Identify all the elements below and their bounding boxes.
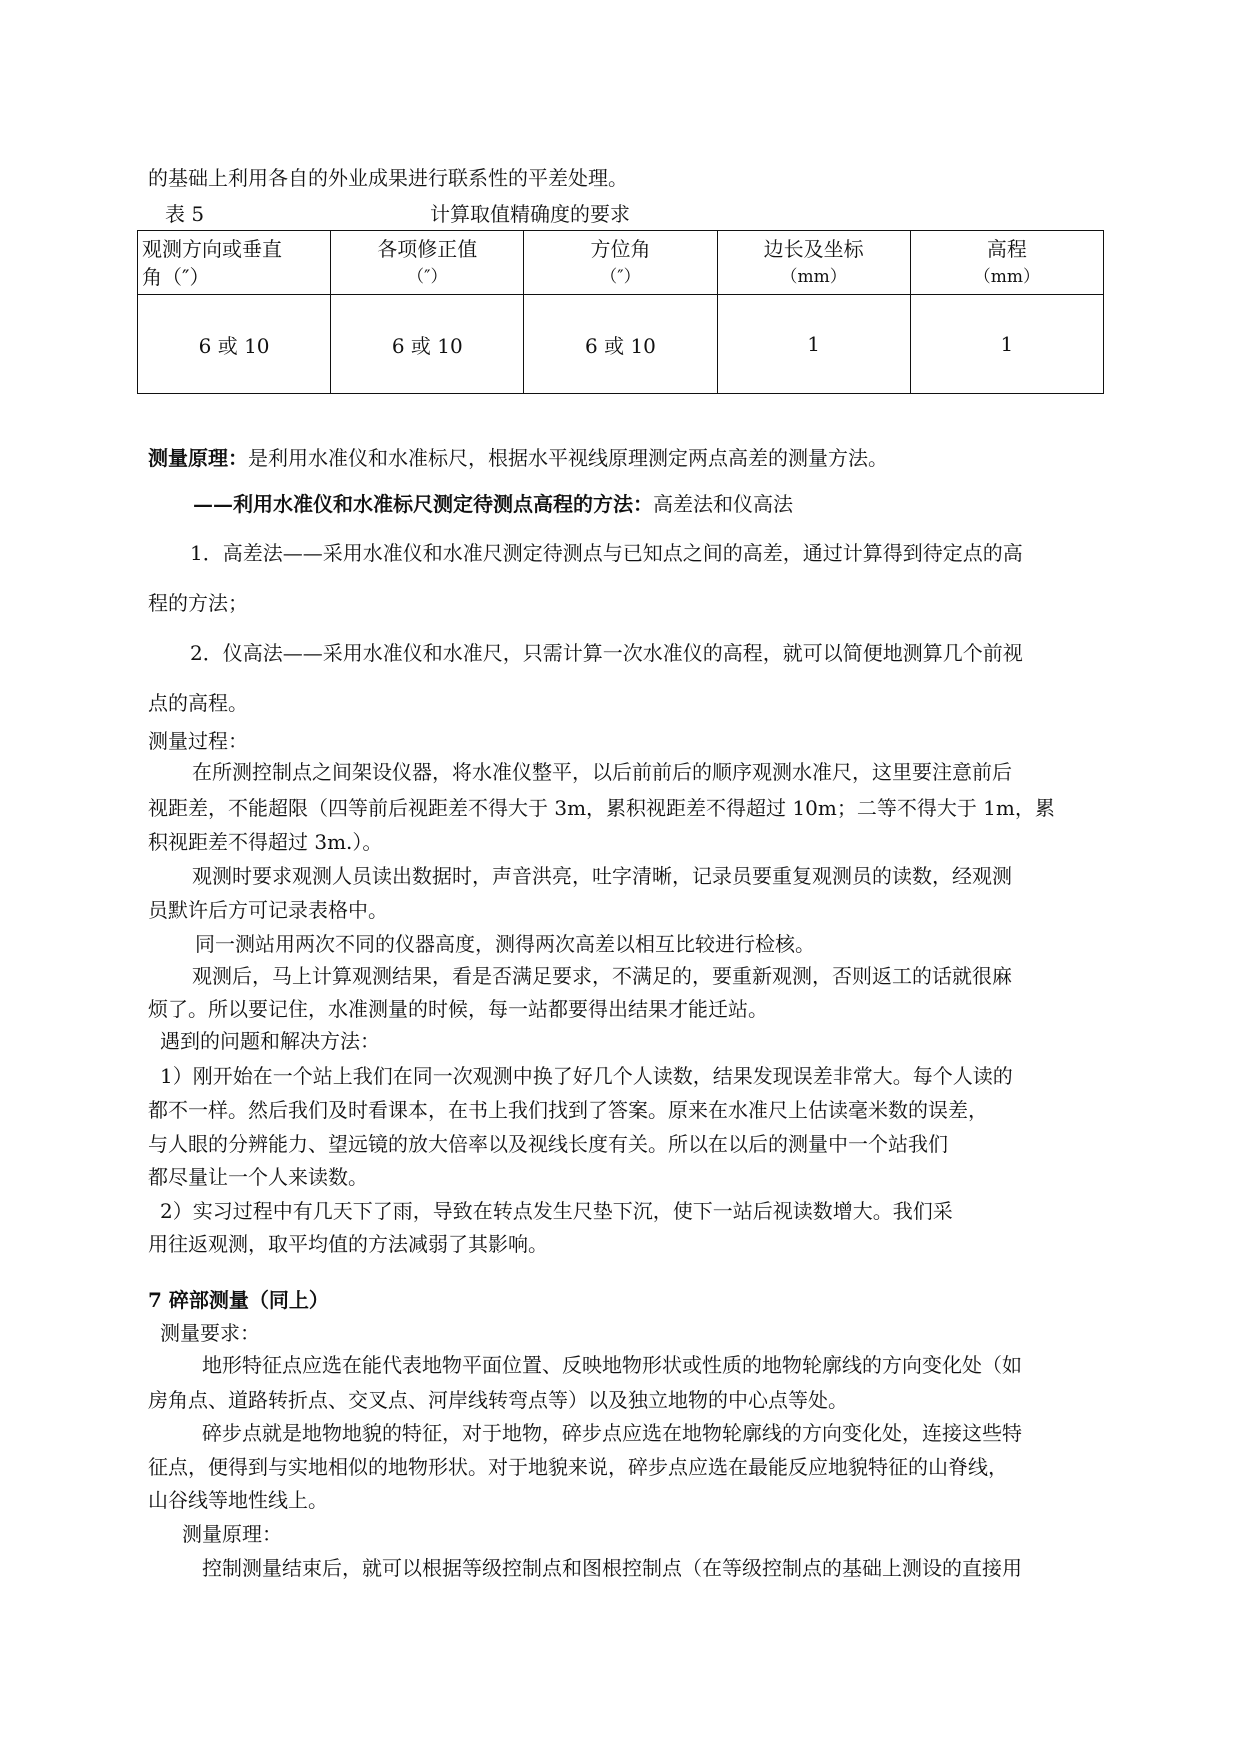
intro-line: 的基础上利用各自的外业成果进行联系性的平差处理。 (148, 166, 628, 190)
process-p4-line: 观测后，马上计算观测结果，看是否满足要求，不满足的，要重新观测，否则返工的话就很麻 (192, 964, 1012, 988)
methods-label: ——利用水准仪和水准标尺测定待测点高程的方法： (193, 492, 653, 516)
section7-req-p2-line: 碎步点就是地物地貌的特征，对于地物，碎步点应选在地物轮廓线的方向变化处，连接这些特 (202, 1421, 1022, 1445)
table-row (138, 295, 1104, 394)
problems-p2-line: 2）实习过程中有几天下了雨，导致在转点发生尺垫下沉，使下一站后视读数增大。我们采 (160, 1199, 953, 1223)
process-heading: 测量过程： (148, 729, 248, 753)
process-p2-line: 观测时要求观测人员读出数据时，声音洪亮，吐字清晰，记录员要重复观测员的读数，经观测 (192, 864, 1012, 888)
table-cell: 6 或 10 (331, 295, 524, 394)
table-cell: 6 或 10 (138, 295, 331, 394)
principle-line (148, 448, 888, 468)
section7-req-p1-line: 房角点、道路转折点、交叉点、河岸线转弯点等）以及独立地物的中心点等处。 (148, 1388, 848, 1412)
table-label: 表 5 (165, 202, 205, 226)
method2-line2: 点的高程。 (148, 691, 248, 715)
problems-p1-line: 都尽量让一个人来读数。 (148, 1165, 368, 1189)
header-cell: 高程 （mm） (910, 231, 1103, 295)
section7-title: 7 碎部测量（同上） (148, 1288, 329, 1312)
header-cell: 各项修正值 （″） (331, 231, 524, 295)
section7-principle-line: 控制测量结束后，就可以根据等级控制点和图根控制点（在等级控制点的基础上测设的直接用 (202, 1556, 1022, 1580)
section7-req-p1-line: 地形特征点应选在能代表地物平面位置、反映地物形状或性质的地物轮廓线的方向变化处（如 (202, 1353, 1022, 1377)
table-cell: 6 或 10 (524, 295, 717, 394)
methods-line (193, 494, 793, 514)
process-p1-line: 在所测控制点之间架设仪器，将水准仪整平，以后前前后的顺序观测水准尺，这里要注意前后 (192, 760, 1012, 784)
problems-p2-line: 用往返观测，取平均值的方法减弱了其影响。 (148, 1232, 548, 1256)
table-cell: 1 (717, 295, 910, 394)
methods-text: 高差法和仪高法 (653, 492, 793, 516)
process-p4-line: 烦了。所以要记住，水准测量的时候，每一站都要得出结果才能迁站。 (148, 997, 768, 1021)
section7-req-p2-line: 山谷线等地性线上。 (148, 1488, 328, 1512)
problems-p1-line: 都不一样。然后我们及时看课本，在书上我们找到了答案。原来在水准尺上估读毫米数的误差， (148, 1098, 988, 1122)
section7-req-heading: 测量要求： (160, 1321, 260, 1345)
problems-heading: 遇到的问题和解决方法： (160, 1029, 380, 1053)
precision-table (137, 230, 1104, 394)
principle-label: 测量原理： (148, 446, 248, 470)
problems-p1-line: 1）刚开始在一个站上我们在同一次观测中换了好几个人读数，结果发现误差非常大。每个人读的 (160, 1064, 1013, 1088)
header-cell: 边长及坐标 （mm） (717, 231, 910, 295)
principle-text: 是利用水准仪和水准标尺，根据水平视线原理测定两点高差的测量方法。 (248, 446, 888, 470)
header-cell: 方位角 （″） (524, 231, 717, 295)
process-p3-line: 同一测站用两次不同的仪器高度，测得两次高差以相互比较进行检核。 (195, 932, 815, 956)
process-p1-line: 视距差，不能超限（四等前后视距差不得大于 3m，累积视距差不得超过 10m；二等不得大于 1m，累 (148, 796, 1055, 820)
method1-line2: 程的方法； (148, 591, 248, 615)
problems-p1-line: 与人眼的分辨能力、望远镜的放大倍率以及视线长度有关。所以在以后的测量中一个站我们 (148, 1132, 948, 1156)
table-header-row (138, 231, 1104, 295)
method2-line1: 2．仪高法——采用水准仪和水准尺，只需计算一次水准仪的高程，就可以简便地测算几个前视 (190, 641, 1023, 665)
table-cell: 1 (910, 295, 1103, 394)
process-p2-line: 员默许后方可记录表格中。 (148, 898, 388, 922)
method1-line1: 1．高差法——采用水准仪和水准尺测定待测点与已知点之间的高差，通过计算得到待定点的高 (190, 541, 1023, 565)
process-p1-line: 积视距差不得超过 3m.）。 (148, 830, 383, 854)
section7-principle-heading: 测量原理： (182, 1522, 282, 1546)
table-title: 计算取值精确度的要求 (430, 202, 630, 226)
section7-req-p2-line: 征点，便得到与实地相似的地物形状。对于地貌来说，碎步点应选在最能反应地貌特征的山脊线， (148, 1455, 1008, 1479)
header-cell: 观测方向或垂直 角（″） (138, 231, 331, 295)
